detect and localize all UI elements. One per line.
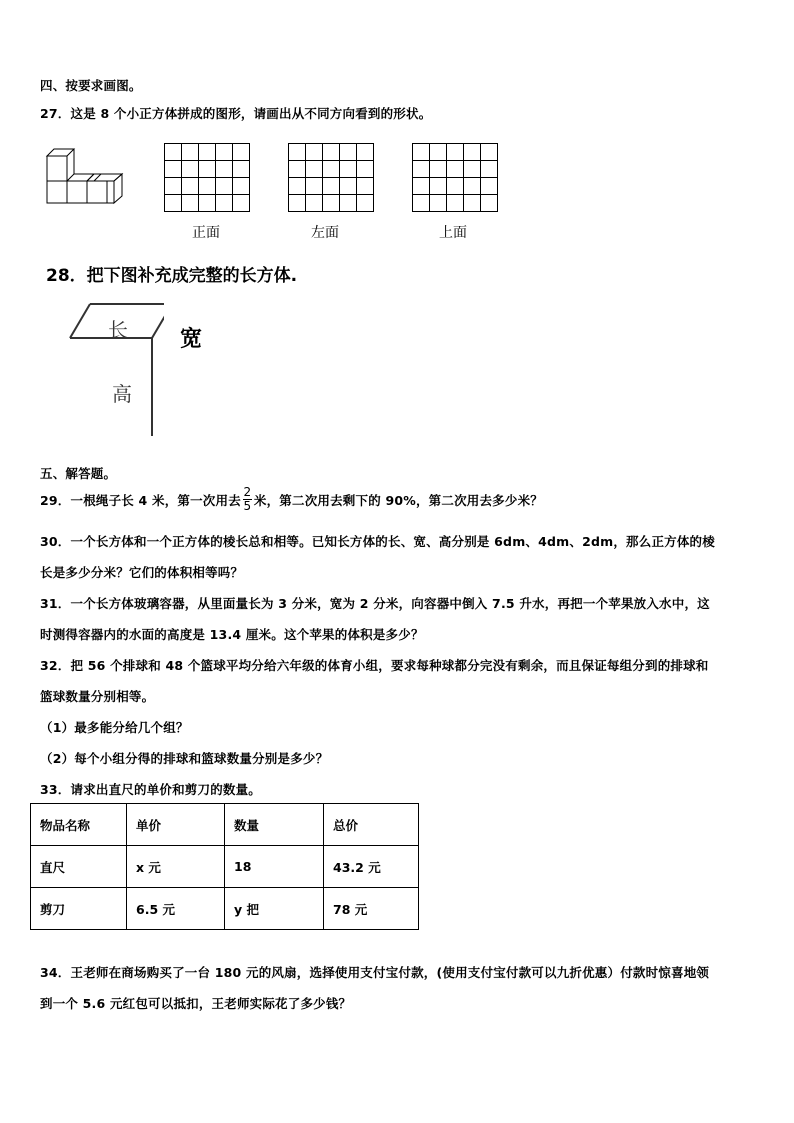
table-cell: 直尺 [31,846,127,888]
q29-before: 29．一根绳子长 4 米，第一次用去 [40,492,241,508]
table-header-cell: 物品名称 [31,804,127,846]
table-cell: x 元 [127,846,225,888]
question-27-text: 27．这是 8 个小正方体拼成的图形，请画出从不同方向看到的形状。 [40,106,432,121]
table-cell: y 把 [225,888,324,930]
question-30-line1: 30．一个长方体和一个正方体的棱长总和相等。已知长方体的长、宽、高分别是 6dm、4dm、2dm，那么正方体的棱 [40,534,715,549]
q29-fraction-numerator: 2 [243,485,252,499]
table-row [31,888,419,930]
question-34-line2: 到一个 5.6 元红包可以抵扣，王老师实际花了多少钱？ [40,996,352,1011]
question-32-sub2: （2）每个小组分得的排球和篮球数量分别是多少？ [40,751,329,766]
section-heading-5: 五、解答题。 [40,466,117,481]
q29-after: 米，第二次用去剩下的 90%，第二次用去多少米？ [253,492,543,508]
label-length: 长 [108,318,128,342]
grid-label-left: 左面 [311,225,339,241]
table-cell: 剪刀 [31,888,127,930]
table-cell: 18 [225,846,324,888]
question-33-text: 33．请求出直尺的单价和剪刀的数量。 [40,782,261,797]
cube-figure [44,146,124,206]
section-heading-4: 四、按要求画图。 [40,78,142,93]
table-cell: 78 元 [324,888,419,930]
label-width: 宽 [180,326,203,352]
table-header-cell: 总价 [324,804,419,846]
question-29-text [40,486,543,513]
grid-label-front: 正面 [192,225,220,241]
q29-fraction-denominator: 5 [243,499,252,513]
label-height: 高 [112,382,132,406]
question-32-line1: 32．把 56 个排球和 48 个篮球平均分给六年级的体育小组，要求每种球都分完没有剩余，而且保证每组分到的排球和 [40,658,709,673]
question-34-line1: 34．王老师在商场购买了一台 180 元的风扇，选择使用支付宝付款，(使用支付宝付款可以九折优惠）付款时惊喜地领 [40,965,710,980]
grid-front [164,143,250,212]
question-32-sub1: （1）最多能分给几个组？ [40,720,189,735]
table-header-cell: 单价 [127,804,225,846]
table-cell: 43.2 元 [324,846,419,888]
table-cell: 6.5 元 [127,888,225,930]
question-32-line2: 篮球数量分别相等。 [40,689,155,704]
table-row [31,846,419,888]
table-header-row [31,804,419,846]
question-30-line2: 长是多少分米？它们的体积相等吗？ [40,565,244,580]
table-header-cell: 数量 [225,804,324,846]
grid-label-top: 上面 [439,225,467,241]
question-31-line1: 31．一个长方体玻璃容器，从里面量长为 3 分米，宽为 2 分米，向容器中倒入 7.5 升水，再把一个苹果放入水中，这 [40,596,710,611]
question-31-line2: 时测得容器内的水面的高度是 13.4 厘米。这个苹果的体积是多少？ [40,627,424,642]
grid-left [288,143,374,212]
grid-top [412,143,498,212]
question-28-text: 28．把下图补充成完整的长方体. [46,266,298,286]
price-table [30,803,419,930]
q29-fraction [243,486,252,513]
